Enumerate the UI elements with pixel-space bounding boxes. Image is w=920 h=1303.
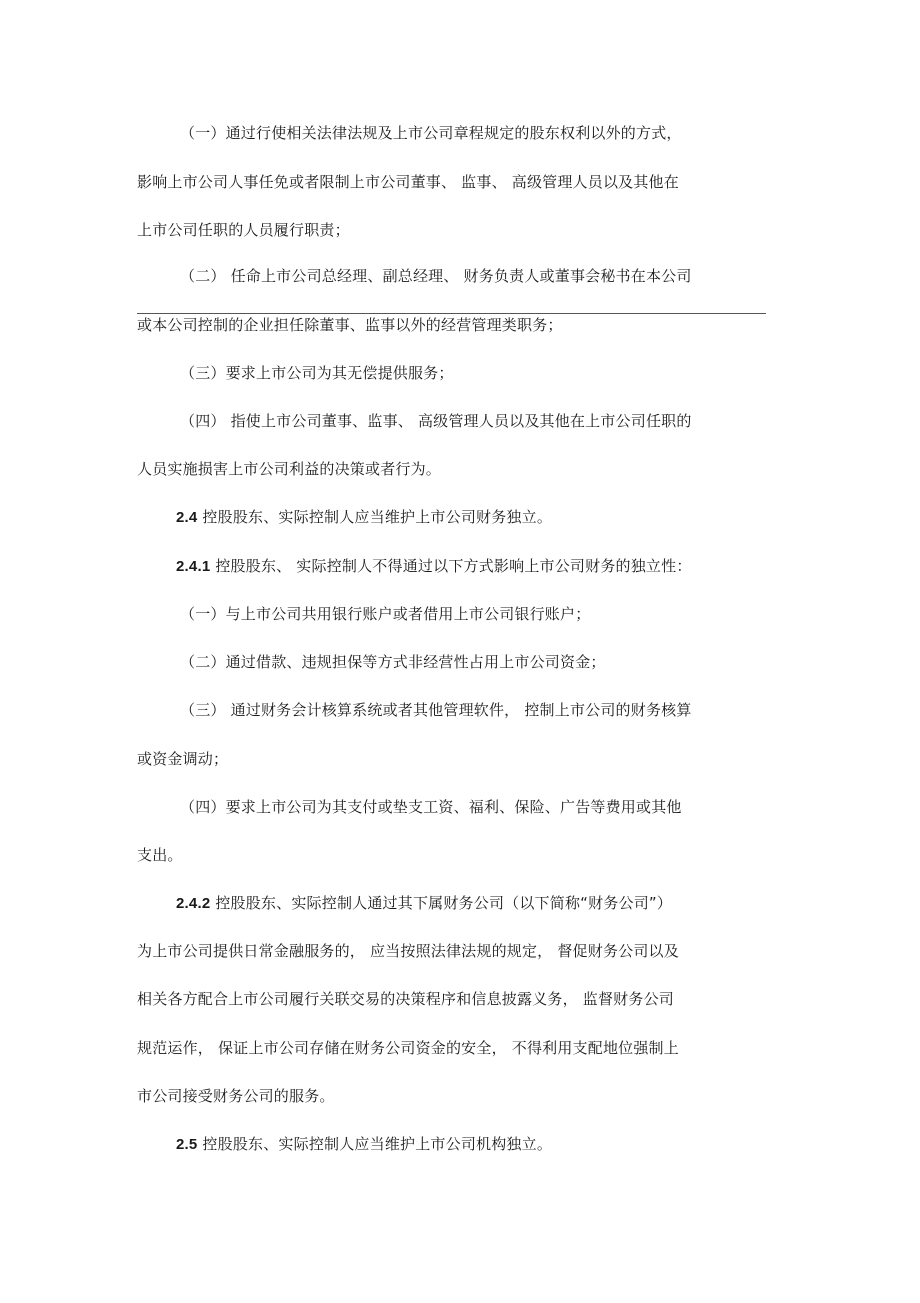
text-line: （一）与上市公司共用银行账户或者借用上市公司银行账户； xyxy=(180,605,591,623)
text-line: 相关各方配合上市公司履行关联交易的决策程序和信息披露义务， 监督财务公司 xyxy=(137,990,674,1008)
text-line: 支出。 xyxy=(137,846,183,864)
section-heading: 2.4.2 控股股东、实际控制人通过其下属财务公司（以下简称“财务公司”） xyxy=(176,894,673,912)
section-heading: 2.5 控股股东、实际控制人应当维护上市公司机构独立。 xyxy=(176,1135,553,1153)
text-line: （一）通过行使相关法律法规及上市公司章程规定的股东权利以外的方式， xyxy=(180,124,682,142)
text-line: 影响上市公司人事任免或者限制上市公司董事、 监事、 高级管理人员以及其他在 xyxy=(137,173,679,191)
text-line: （二） 任命上市公司总经理、副总经理、 财务负责人或董事会秘书在本公司 xyxy=(180,267,692,285)
text-line: 为上市公司提供日常金融服务的， 应当按照法律法规的规定， 督促财务公司以及 xyxy=(137,942,679,960)
section-heading: 2.4 控股股东、实际控制人应当维护上市公司财务独立。 xyxy=(176,508,553,526)
text-line: （四） 指使上市公司董事、监事、 高级管理人员以及其他在上市公司任职的 xyxy=(180,412,692,430)
text-line: 规范运作， 保证上市公司存储在财务公司资金的安全， 不得利用支配地位强制上 xyxy=(137,1039,679,1057)
text-line: （二）通过借款、违规担保等方式非经营性占用上市公司资金； xyxy=(180,653,606,671)
text-line: 人员实施损害上市公司利益的决策或者行为。 xyxy=(137,460,442,478)
text-line: 或本公司控制的企业担任除董事、监事以外的经营管理类职务； xyxy=(137,316,563,334)
text-line: 或资金调动； xyxy=(137,750,229,768)
horizontal-divider xyxy=(137,313,766,314)
text-line: （三）要求上市公司为其无偿提供服务； xyxy=(180,364,454,382)
text-line: （四）要求上市公司为其支付或垫支工资、福利、保险、广告等费用或其他 xyxy=(180,798,682,816)
text-line: 市公司接受财务公司的服务。 xyxy=(137,1087,335,1105)
text-line: 上市公司任职的人员履行职责； xyxy=(137,221,350,239)
section-heading: 2.4.1 控股股东、 实际控制人不得通过以下方式影响上市公司财务的独立性： xyxy=(176,557,692,575)
text-line: （三） 通过财务会计核算系统或者其他管理软件， 控制上市公司的财务核算 xyxy=(180,701,692,719)
